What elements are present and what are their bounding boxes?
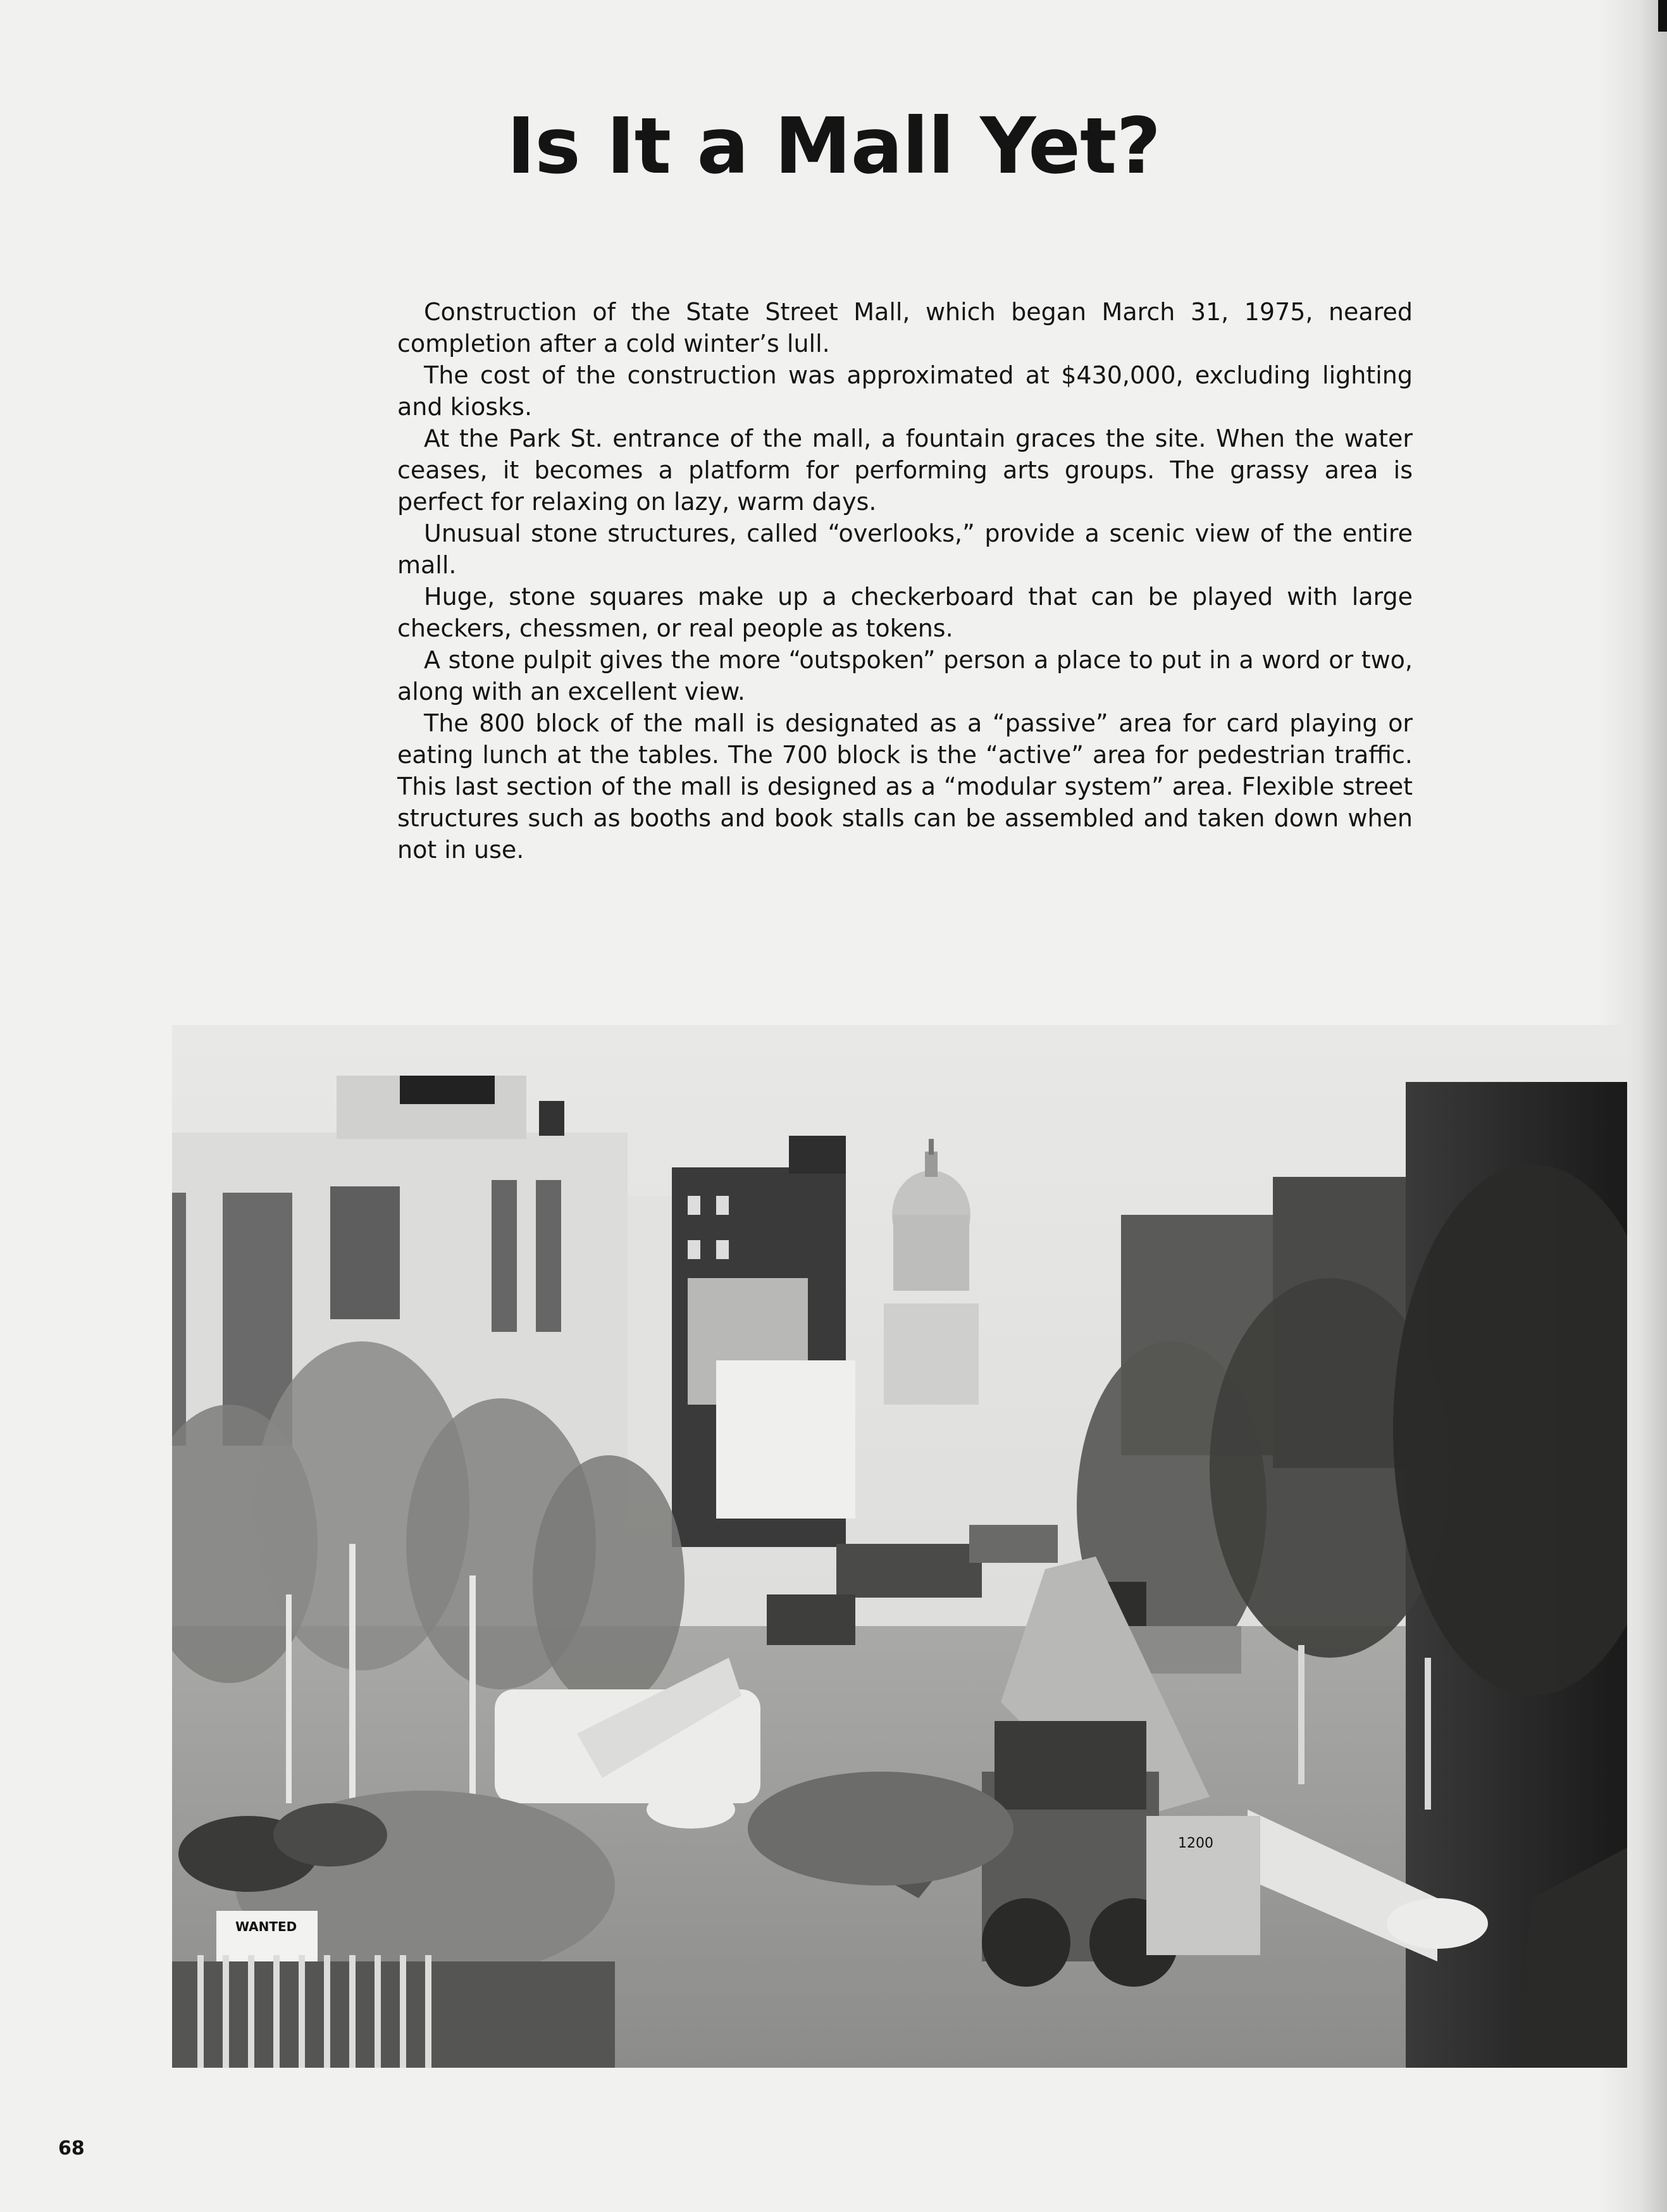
middle-building	[672, 1136, 855, 1547]
article-paragraph: A stone pulpit gives the more “outspoken” person a place to put in a word or two, along with an excellent view.	[397, 646, 1413, 705]
article-paragraph: Construction of the State Street Mall, which began March 31, 1975, neared completion after a cold winter’s lull.	[397, 298, 1413, 357]
page-number: 68	[58, 2137, 85, 2159]
wanted-sign: WANTED	[235, 1919, 297, 1934]
article-paragraph: At the Park St. entrance of the mall, a fountain graces the site. When the water ceases, it becomes a platform for performing arts groups. The grassy area is perfect for relaxing on lazy, warm days.	[397, 425, 1413, 516]
dirt-pile	[748, 1772, 1013, 1886]
article-paragraph: The cost of the construction was approximated at $430,000, excluding lighting and kiosks.	[397, 361, 1413, 421]
article-body	[397, 296, 1413, 866]
article-paragraph: Huge, stone squares make up a checkerboard that can be played with large checkers, chessmen, or real people as tokens.	[397, 583, 1413, 642]
construction-photo	[172, 1025, 1627, 2068]
page-title: Is It a Mall Yet?	[506, 101, 1161, 191]
photo-illustration	[172, 1025, 1627, 2068]
corner-mark	[1658, 0, 1667, 32]
article-paragraph: The 800 block of the mall is designated as a “passive” area for card playing or eating lunch at the tables. The 700 block is the “active” area for pedestrian traffic. This last section of the mall is designed as a “modular system” area. Flexible street structures such as booths and book stalls can be assembled and taken down when not in use.	[397, 709, 1413, 864]
article-paragraph: Unusual stone structures, called “overlooks,” provide a scenic view of the entire mall.	[397, 519, 1413, 579]
loader-label: 1200	[1178, 1836, 1213, 1851]
